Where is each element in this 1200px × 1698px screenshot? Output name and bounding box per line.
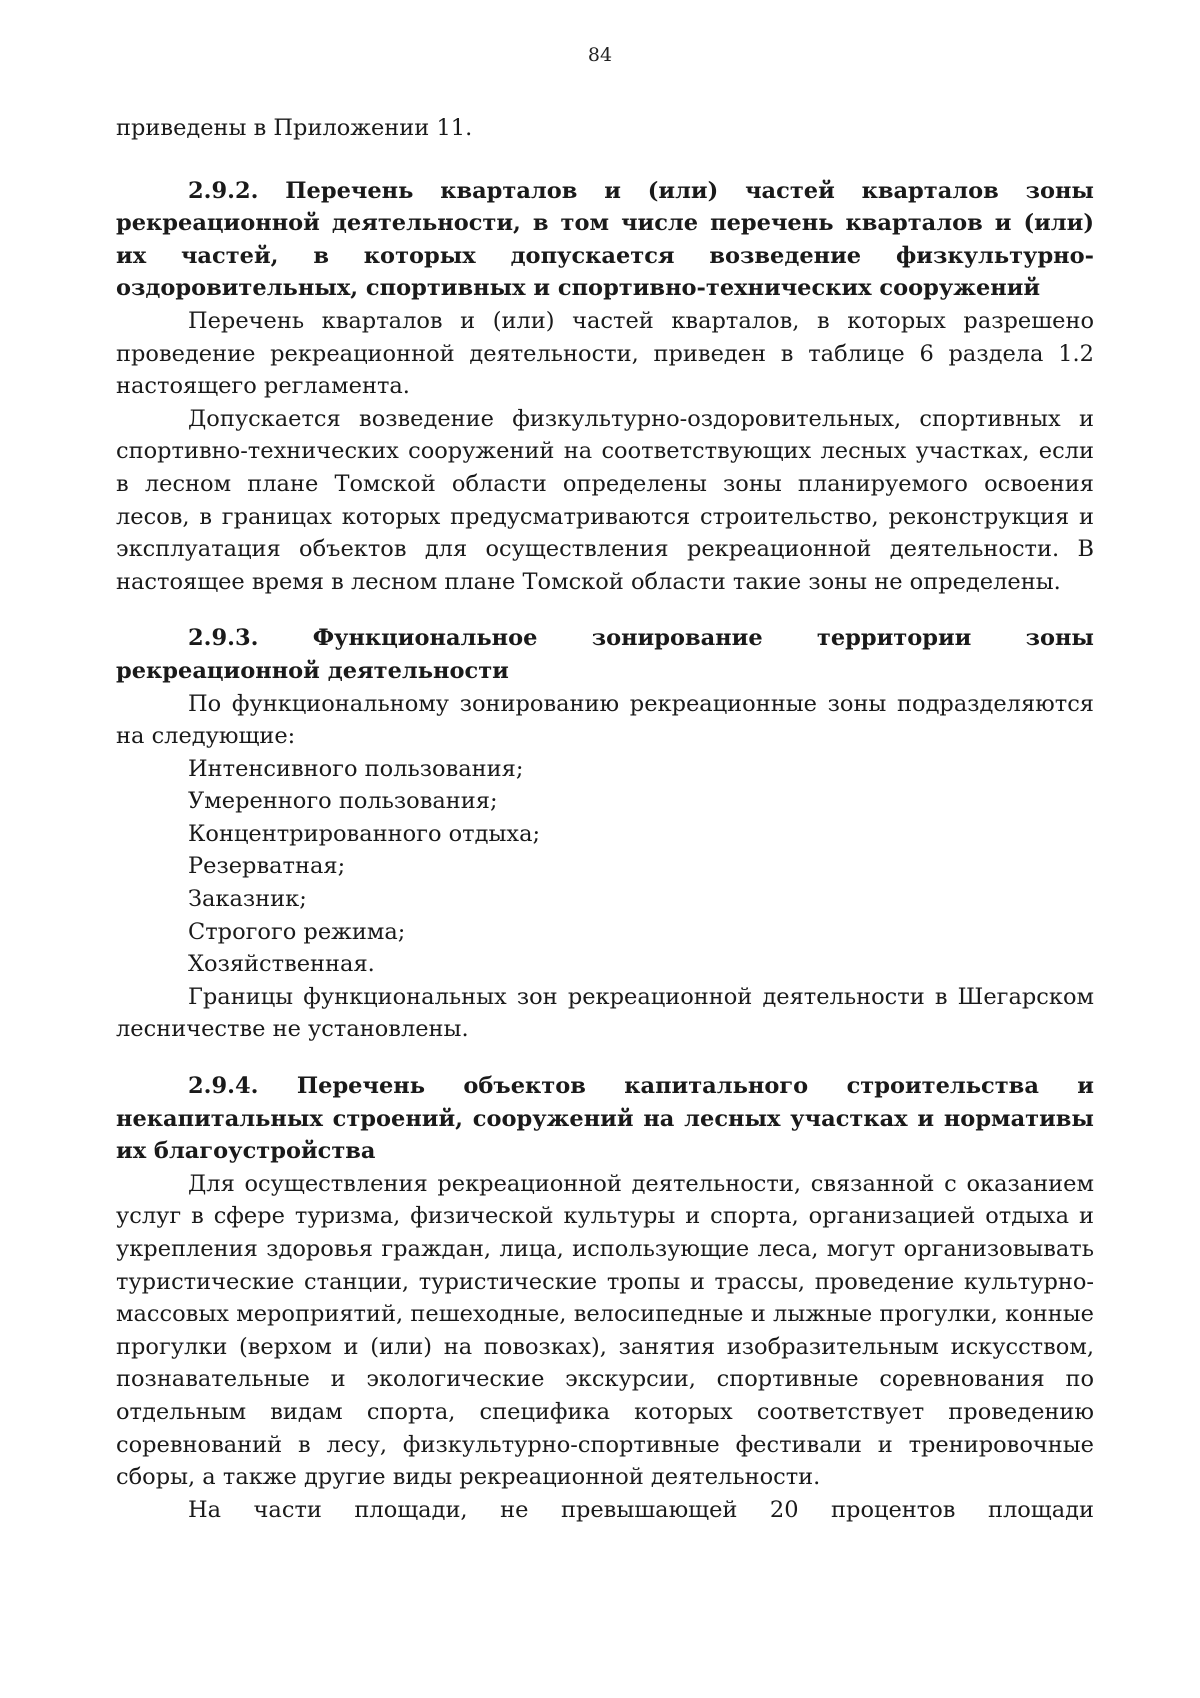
section-2-9-4-heading: 2.9.4. Перечень объектов капитального строительства и некапитальных строений, сооружений на лесных участках и нормативы их благоустройства: [116, 1073, 1094, 1165]
zone-list-item: Строгого режима;: [188, 918, 406, 945]
zone-list-item: Концентрированного отдыха;: [188, 820, 541, 847]
section-2-9-3-outro: Границы функциональных зон рекреационной деятельности в Шегарском лесничестве не установлены.: [116, 983, 1094, 1043]
zone-list-item: Хозяйственная.: [188, 951, 375, 978]
section-2-9-3-intro: По функциональному зонированию рекреационные зоны подразделяются на следующие:: [116, 690, 1094, 750]
page-content: [116, 112, 1094, 1526]
zone-list-item: Интенсивного пользования;: [188, 755, 524, 782]
section-2-9-2-paragraph-1: Перечень кварталов и (или) частей кварталов, в которых разрешено проведение рекреационной деятельности, приведен в таблице 6 раздела 1.2 настоящего регламента.: [116, 307, 1094, 400]
section-2-9-4-paragraph-1: Для осуществления рекреационной деятельности, связанной с оказанием услуг в сфере туризма, физической культуры и спорта, организацией отдыха и укрепления здоровья граждан, лица, использующие леса, могут организовывать туристические станции, туристические тропы и трассы, проведение культурно-массовых мероприятий, пешеходные, велосипедные и лыжные прогулки, конные прогулки (верхом и (или) на повозках), занятия изобразительным искусством, познавательные и экологические экскурсии, спортивные соревнования по отдельным видам спорта, специфика которых соответствует проведению соревнований в лесу, физкультурно-спортивные фестивали и тренировочные сборы, а также другие виды рекреационной деятельности.: [116, 1170, 1094, 1491]
page-number: 84: [587, 44, 613, 66]
section-2-9-2-paragraph-2: Допускается возведение физкультурно-оздоровительных, спортивных и спортивно-технических сооружений на соответствующих лесных участках, если в лесном плане Томской области определены зоны планируемого освоения лесов, в границах которых предусматриваются строительство, реконструкция и эксплуатация объектов для осуществления рекреационной деятельности. В настоящее время в лесном плане Томской области такие зоны не определены.: [116, 405, 1094, 595]
section-2-9-3-heading: 2.9.3. Функциональное зонирование территории зоны рекреационной деятельности: [116, 625, 1094, 684]
zone-list-item: Умеренного пользования;: [188, 788, 498, 815]
zone-list-item: Заказник;: [188, 886, 307, 913]
continuation-text: приведены в Приложении 11.: [116, 115, 473, 141]
zone-list-item: Резерватная;: [188, 853, 346, 880]
section-2-9-2-heading: 2.9.2. Перечень кварталов и (или) частей кварталов зоны рекреационной деятельности, в том числе перечень кварталов и (или) их частей, в которых допускается возведение физкультурно-оздоровительных, спортивных и спортивно-технических сооружений: [116, 177, 1094, 302]
section-2-9-4-paragraph-2: На части площади, не превышающей 20 процентов площади: [188, 1496, 1094, 1523]
